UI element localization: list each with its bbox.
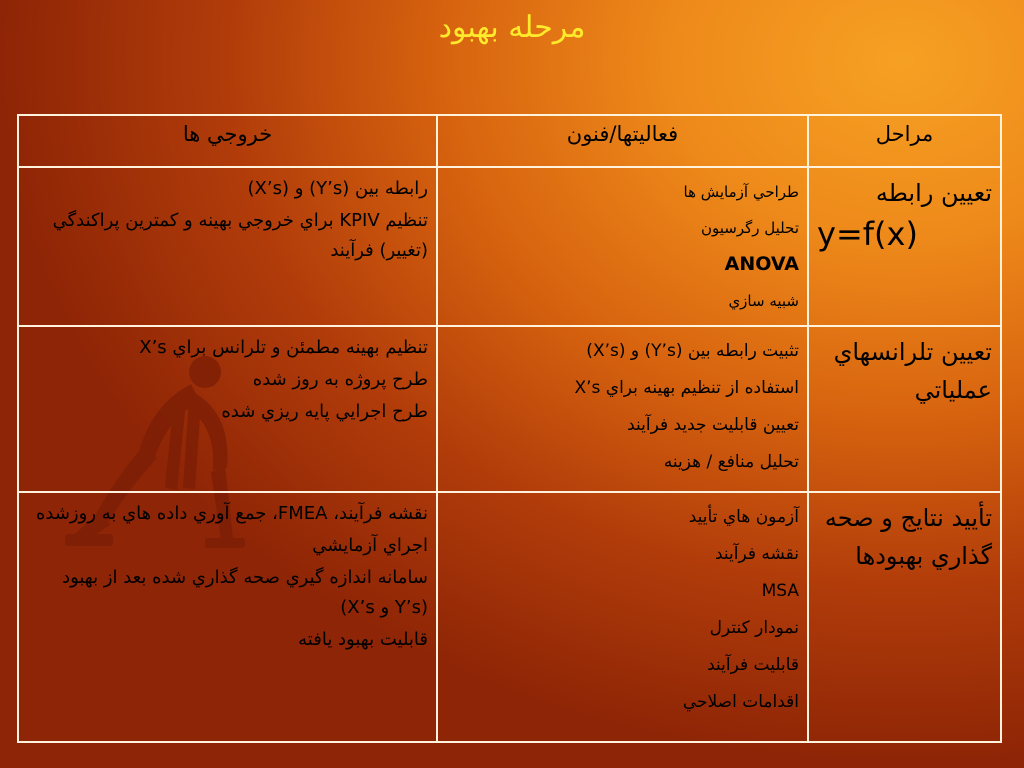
output-item: تنظيم KPIV براي خروجي بهينه و كمترين پراكندگي (تغيير) فرآيند bbox=[52, 210, 428, 261]
outputs-cell bbox=[18, 492, 437, 742]
activity-item: قابليت فرآيند bbox=[707, 655, 799, 675]
output-item: نقشه فرآيند، FMEA، جمع آوري داده هاي به روزشده bbox=[35, 503, 428, 524]
activity-item: تعيين قابليت جديد فرآيند bbox=[627, 415, 799, 435]
activity-item: MSA bbox=[761, 581, 799, 601]
activity-item: طراحي آزمايش ها bbox=[683, 183, 799, 201]
output-item: اجراي آزمايشي bbox=[312, 535, 428, 556]
stage-cell: تأييد نتايج و صحه گذاري بهبودها bbox=[808, 492, 1001, 742]
stage-cell: تعيين تلرانسهاي عملياتي bbox=[808, 326, 1001, 492]
activity-item: آزمون هاي تأييد bbox=[688, 507, 799, 527]
activity-item: تحليل رگرسيون bbox=[701, 219, 799, 237]
table-header-row bbox=[18, 115, 1001, 167]
table-row bbox=[18, 167, 1001, 326]
slide-title: مرحله بهبود bbox=[438, 10, 586, 45]
activity-item: شبيه سازي bbox=[728, 292, 799, 310]
header-outputs: خروجي ها bbox=[18, 115, 437, 167]
header-stages: مراحل bbox=[808, 115, 1001, 167]
activities-cell bbox=[437, 167, 808, 326]
output-item: تنظيم بهينه مطمئن و تلرانس براي X’s bbox=[139, 337, 428, 358]
activity-item: اقدامات اصلاحي bbox=[682, 692, 799, 712]
output-item: طرح اجرايي پايه ريزي شده bbox=[221, 401, 428, 422]
table-row bbox=[18, 326, 1001, 492]
output-item: سامانه اندازه گيري صحه گذاري شده بعد از بهبود (Y’s و X’s) bbox=[62, 567, 428, 618]
header-activities: فعاليتها/فنون bbox=[437, 115, 808, 167]
table-row bbox=[18, 492, 1001, 742]
stage-cell bbox=[808, 167, 1001, 326]
output-item: قابليت بهبود يافته bbox=[298, 629, 428, 650]
activity-item: استفاده از تنظيم بهينه براي X’s bbox=[574, 378, 799, 398]
stage-label: تعيين رابطه bbox=[875, 179, 992, 207]
activity-item: نمودار كنترل bbox=[709, 618, 799, 638]
activities-cell bbox=[437, 326, 808, 492]
activity-item: ANOVA bbox=[724, 253, 799, 275]
improve-phase-table bbox=[17, 114, 1002, 743]
output-item: طرح پروژه به روز شده bbox=[252, 369, 428, 390]
outputs-cell bbox=[18, 326, 437, 492]
output-item: رابطه بين (Y’s) و (X’s) bbox=[247, 178, 428, 199]
activity-item: تثبيت رابطه بين (Y’s) و (X’s) bbox=[586, 341, 799, 361]
outputs-cell bbox=[18, 167, 437, 326]
activity-item: تحليل منافع / هزينه bbox=[663, 452, 799, 472]
activities-cell bbox=[437, 492, 808, 742]
activity-item: نقشه فرآيند bbox=[714, 544, 799, 564]
stage-formula: y=f(x) bbox=[817, 215, 918, 253]
